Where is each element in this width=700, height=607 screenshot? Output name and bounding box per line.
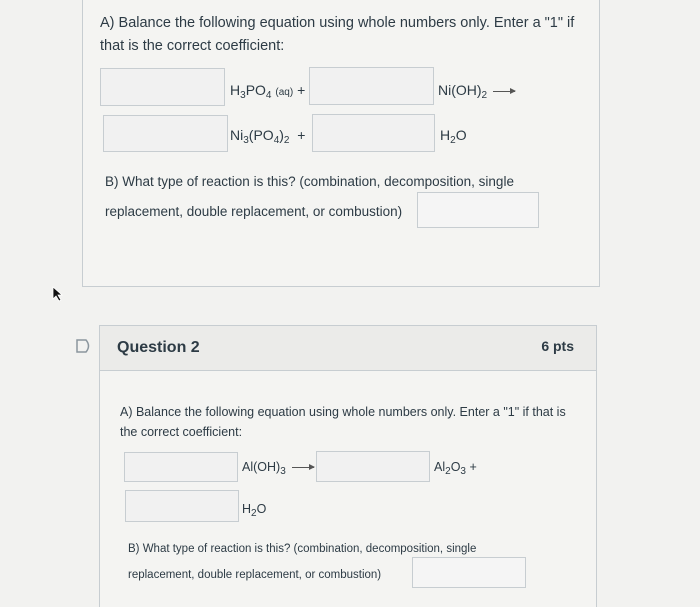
flag-question-icon[interactable] (75, 339, 93, 353)
q1-instructions: A) Balance the following equation using whole numbers only. Enter a "1" if that is the correct coefficient: (100, 15, 575, 54)
q2-part-b-line2: replacement, double replacement, or combustion) (128, 569, 382, 581)
q2-term-al2o3: $Al_2O_3$ + (434, 460, 477, 477)
q1-coefficient-input-2[interactable] (309, 67, 434, 105)
reaction-arrow-icon (292, 467, 314, 468)
q2-coefficient-input-1[interactable] (124, 452, 238, 482)
question-2-card (99, 325, 597, 607)
q1-coefficient-input-3[interactable] (103, 115, 228, 152)
q2-coefficient-input-3[interactable] (125, 490, 239, 522)
mouse-cursor-icon (52, 286, 66, 302)
q1-part-b-line1: B) What type of reaction is this? (combination, decomposition, single (105, 174, 514, 189)
q1-term-h2o: $H_2O$ (440, 127, 467, 146)
question-1-card (82, 0, 600, 287)
q1-reaction-type-input[interactable] (417, 192, 539, 228)
question-2-header (100, 326, 596, 371)
q2-term-aloh3: $Al(OH)_3$ (242, 460, 314, 477)
reaction-arrow-icon (493, 91, 515, 92)
q1-coefficient-input-1[interactable] (100, 68, 225, 106)
question-2-points: 6 pts (541, 338, 574, 354)
q1-term-h3po4: $H_3PO_4$ (aq) + (230, 82, 306, 101)
q1-term-nioh2: $Ni(OH)_2$ (438, 82, 515, 101)
q1-part-b-line2: replacement, double replacement, or combustion) (105, 204, 403, 219)
q2-instructions: A) Balance the following equation using whole numbers only. Enter a "1" if that is the correct coefficient: (120, 405, 566, 439)
q2-coefficient-input-2[interactable] (316, 451, 430, 482)
question-2-title: Question 2 (117, 339, 200, 356)
q1-coefficient-input-4[interactable] (312, 114, 435, 152)
q2-reaction-type-input[interactable] (412, 557, 526, 588)
q2-part-b-line1: B) What type of reaction is this? (combination, decomposition, single (128, 543, 477, 555)
q1-term-ni3po42: $Ni_3(PO_4)_2$ + (230, 127, 306, 146)
q2-term-h2o: $H_2O$ (242, 502, 267, 519)
